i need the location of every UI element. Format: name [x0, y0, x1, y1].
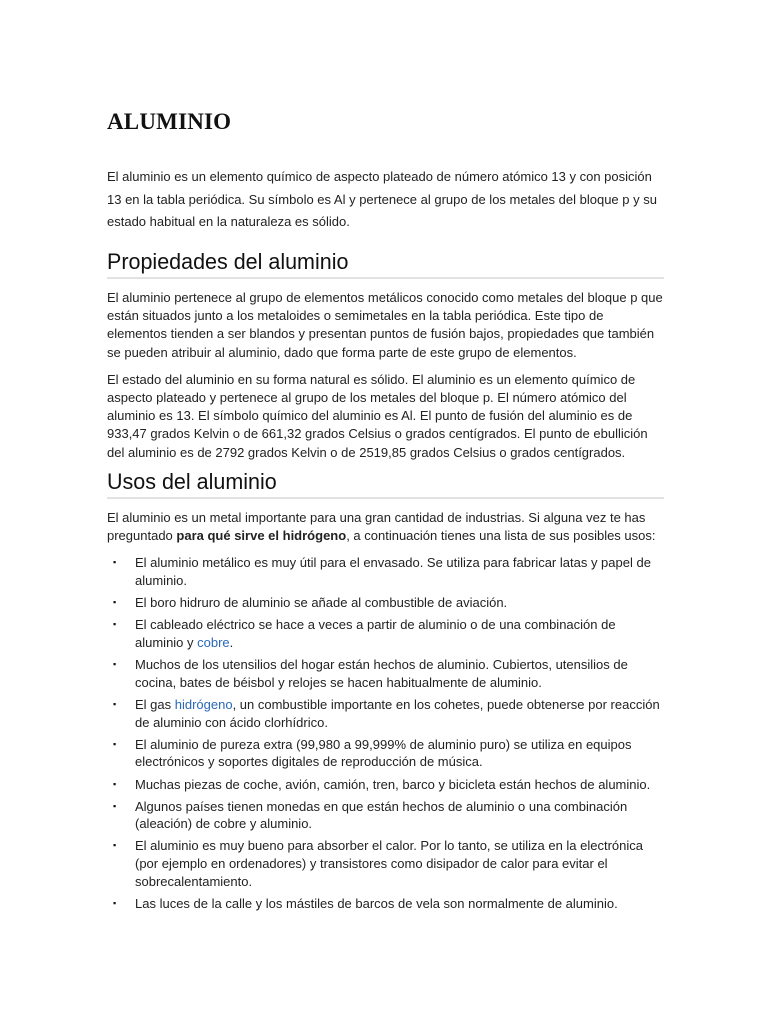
propiedades-paragraph-1: El aluminio pertenece al grupo de elementos metálicos conocido como metales del bloque p que están situados junto a los metaloides o semimetales en la tabla periódica. Este tipo de elementos tienden a ser blandos y presentan puntos de fusión bajos, propiedades que también se pueden atribuir al aluminio, dado que forma parte de este grupo de elementos. — [107, 290, 663, 360]
uses-list — [107, 554, 664, 912]
usos-intro-paragraph — [107, 509, 664, 545]
list-item — [107, 776, 664, 794]
list-item-text: El boro hidruro de aluminio se añade al combustible de aviación. — [135, 595, 508, 611]
list-item — [107, 798, 664, 833]
list-item-text: El cableado eléctrico se hace a veces a partir de aluminio o de una combinación de aluminio y — [135, 617, 616, 650]
bullet-icon: ▪ — [113, 897, 117, 908]
list-item — [107, 736, 664, 771]
section-propiedades — [107, 250, 664, 462]
list-item — [107, 696, 664, 731]
section-heading-usos: Usos del aluminio — [107, 469, 664, 498]
list-item-text: Algunos países tienen monedas en que están hechos de aluminio o una combinación (aleación) de cobre y aluminio. — [135, 798, 628, 832]
list-item-text-end: . — [229, 634, 234, 650]
inline-link[interactable]: cobre — [197, 634, 230, 650]
propiedades-paragraph-2: El estado del aluminio en su forma natural es sólido. El aluminio es un elemento químico de aspecto plateado y pertenece al grupo de los metales del bloque p. El número atómico del aluminio es 13. El símbolo químico del aluminio es Al. El punto de fusión del aluminio es de 933,47 grados Kelvin o de 661,32 grados Celsius o grados centígrados. El punto de ebullición del aluminio es de 2792 grados Kelvin o de 2519,85 grados Celsius o grados centígrados. — [107, 371, 648, 460]
bullet-icon: ▪ — [113, 778, 117, 789]
section-usos — [107, 470, 664, 917]
list-item — [107, 616, 664, 651]
bullet-icon: ▪ — [113, 659, 117, 670]
intro-paragraph: El aluminio es un elemento químico de aspecto plateado de número atómico 13 y con posición 13 en la tabla periódica. Su símbolo es Al y pertenece al grupo de los metales del bloque p y su estado habitual en la naturaleza es sólido. — [107, 169, 657, 229]
usos-intro-bold: para qué sirve el hidrógeno — [176, 528, 347, 544]
list-item-text: El aluminio es muy bueno para absorber el calor. Por lo tanto, se utiliza en la electrónica (por ejemplo en ordenadores) y transistores como disipador de calor para evitar el sobrecalentamiento. — [135, 838, 644, 889]
usos-intro-text-end: , a continuación tienes una lista de sus posibles usos: — [346, 528, 656, 544]
list-item — [107, 895, 664, 913]
bullet-icon: ▪ — [113, 840, 117, 851]
bullet-icon: ▪ — [113, 557, 117, 568]
list-item-text: Muchos de los utensilios del hogar están hechos de aluminio. Cubiertos, utensilios de cocina, bates de béisbol y relojes se hacen habitualmente de aluminio. — [135, 657, 628, 690]
bullet-icon: ▪ — [113, 800, 117, 811]
list-item-text: El gas — [135, 696, 175, 712]
section-heading-propiedades: Propiedades del aluminio — [107, 249, 664, 278]
document-title: ALUMINIO — [107, 109, 232, 134]
list-item-text: Muchas piezas de coche, avión, camión, tren, barco y bicicleta están hechos de aluminio. — [135, 776, 651, 792]
bullet-icon: ▪ — [113, 597, 117, 608]
list-item — [107, 837, 664, 890]
list-item-text: El aluminio de pureza extra (99,980 a 99,999% de aluminio puro) se utiliza en equipos electrónicos y soportes digitales de reproducción de música. — [135, 736, 632, 770]
list-item-text: Las luces de la calle y los mástiles de barcos de vela son normalmente de aluminio. — [135, 895, 618, 911]
inline-link[interactable]: hidrógeno — [174, 696, 233, 712]
bullet-icon: ▪ — [113, 738, 117, 749]
bullet-icon: ▪ — [113, 698, 117, 709]
list-item — [107, 594, 664, 612]
usos-intro-text: El aluminio es un metal importante para una gran cantidad de industrias. Si alguna vez te has preguntado — [107, 510, 646, 544]
list-item-text-end: , un combustible importante en los cohetes, puede obtenerse por reacción de aluminio con ácido clorhídrico. — [135, 696, 660, 730]
list-item — [107, 656, 664, 691]
list-item-text: El aluminio metálico es muy útil para el envasado. Se utiliza para fabricar latas y papel de aluminio. — [135, 555, 651, 588]
bullet-icon: ▪ — [113, 619, 117, 630]
list-item — [107, 554, 664, 589]
